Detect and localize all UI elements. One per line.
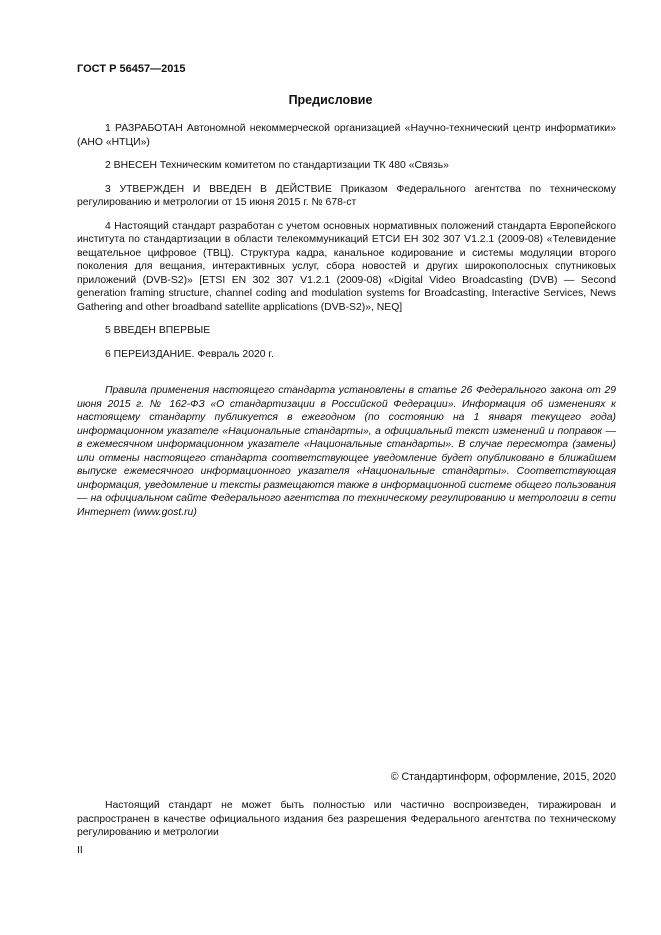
paragraph-approved: 3 УТВЕРЖДЕН И ВВЕДЕН В ДЕЙСТВИЕ Приказом Федерального агентства по техническому регулированию и метрологии от 15 июня 2015 г. № 678-ст <box>77 183 616 208</box>
page-title: Предисловие <box>288 93 373 107</box>
copyright-line: © Стандартинформ, оформление, 2015, 2020 <box>390 771 616 783</box>
paragraph-developed: 1 РАЗРАБОТАН Автономной некоммерческой организацией «Научно-технический центр информатики» (АНО «НТЦИ») <box>77 123 616 148</box>
paragraph-introduced: 2 ВНЕСЕН Техническим комитетом по стандартизации ТК 480 «Связь» <box>105 160 449 171</box>
paragraph-first-introduced: 5 ВВЕДЕН ВПЕРВЫЕ <box>105 325 211 336</box>
paragraph-basis: 4 Настоящий стандарт разработан с учетом основных нормативных положений стандарта Европейского института по стандартизации в области телекоммуникаций ЕТСИ ЕН 302 307 V1.2.1 (2009-08) «Телевидение вещательное цифровое (ТВЦ). Структура кадра, канальное кодирование и системы модуляции второго поколения для вещания, интерактивных услуг, сбора новостей и других широкополосных спутниковых приложений (DVB-S2)» [ETSI EN 302 307 V1.2.1 (2009-08) «Digital Video Broadcasting (DVB) — Second generation framing structure, channel coding and modulation systems for Broadcasting, Interactive Services, News Gathering and other broadband satellite applications (DVB-S2)», NEQ] <box>77 220 616 313</box>
paragraph-reissue: 6 ПЕРЕИЗДАНИЕ. Февраль 2020 г. <box>105 348 274 360</box>
foreword-body <box>77 122 616 371</box>
page-number: II <box>77 845 83 856</box>
application-rules-note: Правила применения настоящего стандарта установлены в статье 26 Федерального закона от 29 июня 2015 г. № 162-ФЗ «О стандартизации в Российской Федерации». Информация об изменениях к настоящему стандарту публикуется в ежегодном (по состоянию на 1 января текущего года) информационном указателе «Национальные стандарты», а официальный текст изменений и поправок — в ежемесячном информационном указателе «Национальные стандарты». В случае пересмотра (замены) или отмены настоящего стандарта соответствующее уведомление будет опубликовано в ближайшем выпуске ежемесячного информационного указателя «Национальные стандарты». Соответствующая информация, уведомление и тексты размещаются также в информационной системе общего пользования — на официальном сайте Федерального агентства по техническому регулированию и метрологии в сети Интернет (www.gost.ru) <box>77 385 616 518</box>
reproduction-notice: Настоящий стандарт не может быть полностью или частично воспроизведен, тиражирован и распространен в качестве официального издания без разрешения Федерального агентства по техническому регулированию и метрологии <box>77 800 616 838</box>
document-id: ГОСТ Р 56457—2015 <box>77 63 186 75</box>
